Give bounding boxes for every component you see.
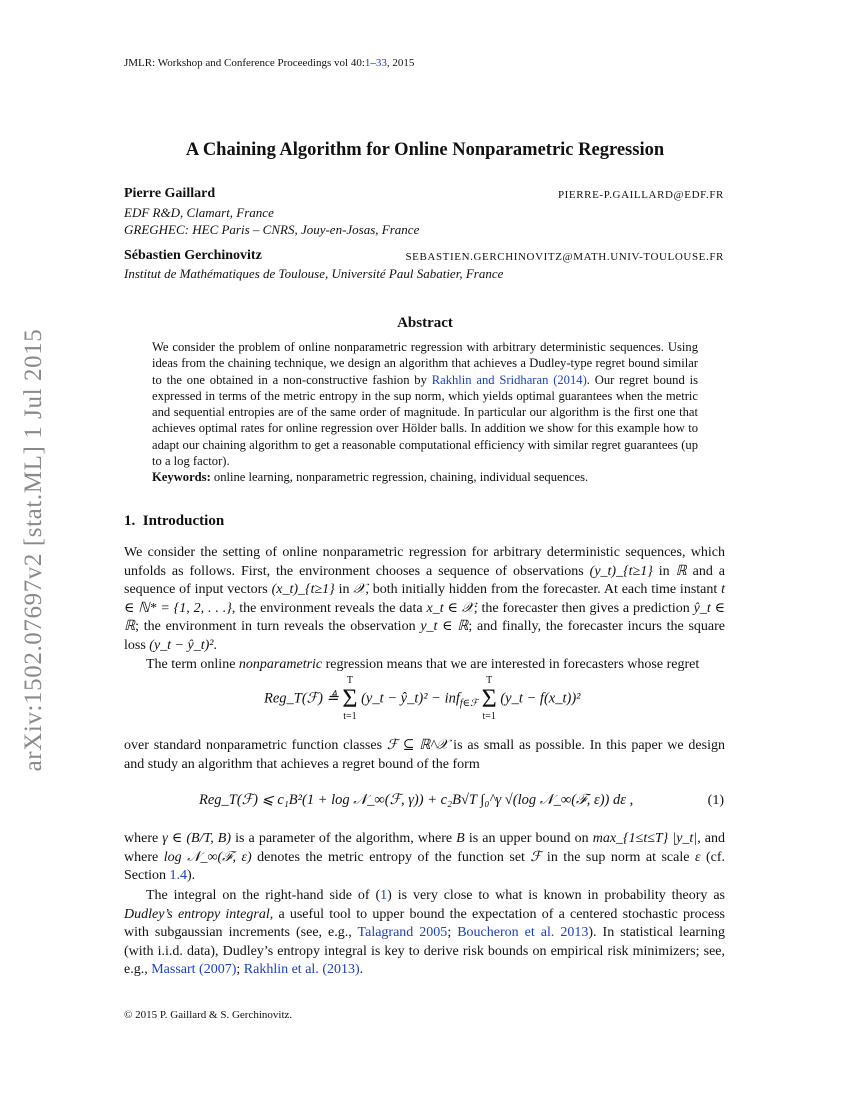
text-run: denotes the metric entropy of the function set <box>251 849 531 865</box>
text-run: ). <box>187 868 196 884</box>
page-dash: – <box>370 57 376 69</box>
math-inline: t ∈ ℕ* = {1, 2, . . .} <box>124 582 725 616</box>
text-run: and a sequence of input vectors <box>124 563 725 598</box>
math-inline: ℝ <box>675 563 687 579</box>
text-run: ) is very close to what is known in probability theory as <box>387 888 725 903</box>
math-inline: x_t ∈ 𝒳 <box>426 600 474 616</box>
math-inline: max_{1≤t≤T} |y_t| <box>592 831 698 846</box>
intro-paragraph-3 <box>124 737 725 774</box>
sum-lower-limit: t=1 <box>482 711 496 722</box>
math-inline: ℱ <box>530 849 542 865</box>
regret-equation <box>264 676 581 722</box>
math-inline: γ ∈ (B/T, B) <box>162 831 232 846</box>
sum-lower-limit: t=1 <box>343 711 357 722</box>
intro-paragraph-1 <box>124 544 725 656</box>
math-inline: (y_t − ŷ_t)² <box>149 637 214 653</box>
text-run: The integral on the right-hand side of ( <box>146 888 381 903</box>
math-inline: log 𝒩_∞(ℱ, ε) <box>163 849 252 865</box>
equation-lhs: Reg_T(ℱ) ≜ <box>264 690 339 707</box>
citation-link[interactable]: Rakhlin et al. <box>243 962 319 978</box>
text-run: in the sup norm at scale <box>541 849 695 865</box>
math-inline: ŷ_t ∈ ℝ <box>124 600 725 635</box>
equation-number: (1) <box>707 793 724 808</box>
text-run: (cf. Section <box>124 849 725 884</box>
author-name: Sébastien Gerchinovitz <box>124 248 262 263</box>
equation-ref-link[interactable]: 1 <box>380 888 388 903</box>
citation-link[interactable]: Boucheron et al. 2013 <box>457 925 589 941</box>
author-affiliation: EDF R&D, Clamart, France <box>124 205 274 220</box>
math-inline: (y_t)_{t≥1} <box>589 563 653 579</box>
intro-paragraph-5 <box>124 887 725 980</box>
citation-link[interactable]: Massart <box>151 962 196 978</box>
arxiv-sidebar <box>4 300 64 800</box>
citation-year-link[interactable]: (2007) <box>199 962 237 978</box>
math-inline: ε <box>694 849 701 865</box>
text-run: where <box>124 831 163 846</box>
equation-body: Reg_T(ℱ) ⩽ c₁B²(1 + log 𝒩_∞(ℱ, γ)) + c₂B√T ∫₀^γ √(log 𝒩_∞(ℱ, ε)) dε , <box>199 792 634 808</box>
keywords-label: Keywords: <box>152 470 211 485</box>
sum-operator: T Σ t=1 <box>481 675 497 722</box>
text-run: ; the forecaster then gives a prediction <box>473 600 694 616</box>
copyright-notice: © 2015 P. Gaillard & S. Gerchinovitz. <box>124 1009 293 1021</box>
abstract-text-part: We consider the problem of online nonparametric regression with arbitrary deterministic sequences. Using ideas from the chaining technique, we design an algorithm that achieves a Dudley-type regret bound similar to the one obtained in a non-constructive fashion by <box>152 340 698 387</box>
text-run: in <box>334 582 354 598</box>
text-run: regression means that we are interested in forecasters whose regret <box>322 657 700 672</box>
journal-header <box>124 57 414 69</box>
text-run: over standard nonparametric function classes <box>124 738 387 753</box>
emphasis: Dudley’s entropy integral <box>124 906 270 922</box>
equation-term: (y_t − ŷ_t)² − inf <box>361 690 460 707</box>
sum-upper-limit: T <box>346 675 353 686</box>
intro-paragraph-4 <box>124 830 725 886</box>
text-run: ; the environment in turn reveals the observation <box>135 619 421 635</box>
text-run: ; and finally, the forecaster incurs the square loss <box>124 619 725 653</box>
emphasis: nonparametric <box>238 657 323 672</box>
bound-equation <box>199 792 633 809</box>
text-run: , the environment reveals the data <box>231 600 427 616</box>
page-start-link[interactable]: 1 <box>364 57 371 69</box>
citation-year-link[interactable]: (2014) <box>553 372 587 387</box>
citation-year-link[interactable]: (2013) <box>322 962 360 978</box>
author-email: PIERRE-P.GAILLARD@EDF.FR <box>557 189 724 201</box>
keywords-list: online learning, nonparametric regression, chaining, individual sequences. <box>213 470 589 485</box>
journal-year: , 2015 <box>386 57 415 69</box>
text-run: ; <box>447 925 458 941</box>
paper-title: A Chaining Algorithm for Online Nonparametric Regression <box>185 140 665 160</box>
intro-paragraph-2 <box>124 656 725 675</box>
math-inline: ℱ ⊆ ℝ^𝒳 <box>386 738 449 753</box>
text-run: , a useful tool to upper bound the expectation of a centered stochastic process with subgaussian increments (see, e.g., <box>124 906 726 941</box>
journal-prefix: JMLR: Workshop and Conference Proceedings vol 40: <box>124 57 365 69</box>
text-run: in <box>652 563 676 579</box>
citation-link[interactable]: Rakhlin and Sridharan <box>431 372 549 387</box>
section-number: 1. <box>124 513 136 529</box>
section-title: Introduction <box>142 513 225 529</box>
section-ref-link[interactable]: 1.4 <box>169 868 187 884</box>
text-run: is an upper bound on <box>464 831 593 846</box>
text-run: The term online <box>146 657 239 672</box>
abstract-heading: Abstract <box>397 315 453 331</box>
abstract-text-part: . Our regret bound is expressed in terms of the metric entropy in the sup norm, which yields optimal guarantees when the metric and sequential entropies are of the same order of magnitude. In particular our algorithm is the first one that achieves optimal rates for online regression over Hölder balls. In addition we show for this example how to adapt our chaining algorithm to get a reasonable computational efficiency with similar regret guarantees (up to a log factor). <box>152 372 698 469</box>
text-run: . <box>213 637 217 653</box>
sum-operator: T Σ t=1 <box>342 675 358 722</box>
equation-term: (y_t − f(x_t))² <box>500 690 581 707</box>
math-inline: 𝒳 <box>353 582 366 598</box>
author-affiliation: Institut de Mathématiques de Toulouse, Université Paul Sabatier, France <box>124 266 504 281</box>
page-end-link[interactable]: 33 <box>375 57 387 69</box>
abstract-text <box>152 339 698 469</box>
math-inline: y_t ∈ ℝ <box>420 619 469 635</box>
math-inline: (x_t)_{t≥1} <box>271 582 335 598</box>
citation-link[interactable]: Talagrand 2005 <box>357 925 448 941</box>
text-run: , both initially hidden from the forecaster. At each time instant <box>365 582 722 598</box>
text-run: , and where <box>124 831 725 865</box>
arxiv-identifier: arXiv:1502.07697v2 [stat.ML] 1 Jul 2015 <box>20 328 47 772</box>
author-email: SEBASTIEN.GERCHINOVITZ@MATH.UNIV-TOULOUSE.FR <box>405 251 724 263</box>
sum-upper-limit: T <box>486 675 493 686</box>
inf-subscript: f∈ℱ <box>459 698 478 710</box>
text-run: . <box>359 962 364 978</box>
abstract-body <box>152 339 698 486</box>
author-name: Pierre Gaillard <box>124 186 216 201</box>
section-heading <box>124 513 224 530</box>
text-run: ). In statistical learning (with i.i.d. data), Dudley’s entropy integral is key to derive risk bounds on empirical risk minimizers; see, e.g., <box>124 925 725 978</box>
keywords <box>152 469 698 485</box>
math-inline: B <box>456 831 465 846</box>
text-run: is as small as possible. In this paper we design and study an algorithm that achieves a regret bound of the form <box>124 738 725 772</box>
text-run: ; <box>236 962 244 978</box>
text-run: is a parameter of the algorithm, where <box>231 831 457 846</box>
text-run: We consider the setting of online nonparametric regression for arbitrary deterministic sequences, which unfolds as follows. First, the environment chooses a sequence of observations <box>124 545 725 579</box>
author-affiliation: GREGHEC: HEC Paris – CNRS, Jouy-en-Josas, France <box>124 222 420 237</box>
